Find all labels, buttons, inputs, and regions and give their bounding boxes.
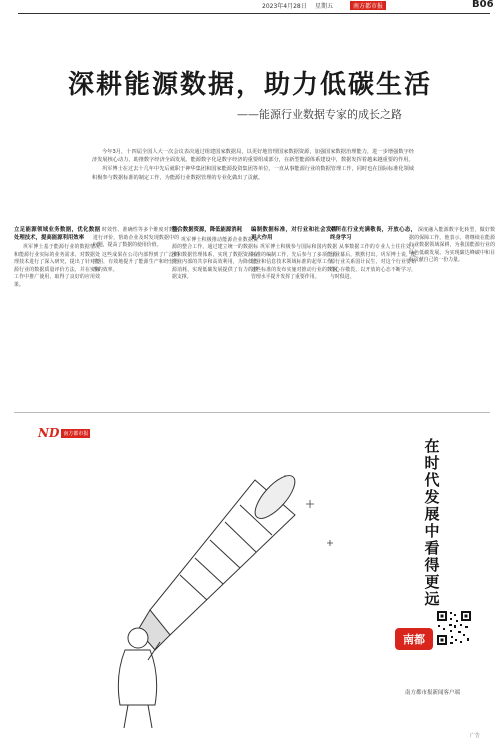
article-column	[330, 225, 416, 284]
qr-code-icon[interactable]	[436, 610, 472, 646]
ad-label: 广告	[470, 733, 481, 739]
section-heading: 整合数据资源，降低能源消耗	[172, 227, 243, 233]
body-paragraph: 巩军博士基于能源行业的数据情况和能源行业实际的业务需求，对数据处理技术进行了深入研究，提出了针对能源行业的数据质量评价方法，并在实际工作中推广使用，取得了良好的应用效果。	[14, 244, 100, 288]
article-column	[93, 225, 179, 277]
brand-name: 南都	[403, 633, 425, 646]
intro-block	[92, 148, 414, 183]
ad-divider	[14, 412, 490, 413]
section-heading: 编制数据标准，对行业和社会发挥更大作用	[251, 227, 337, 241]
article-columns	[14, 225, 495, 410]
article-column	[409, 225, 495, 267]
issue-weekday: 星期五	[315, 3, 334, 10]
section-heading: 立足能源领域业务数据，优化数据处理技术，提高能源利用效率	[14, 227, 100, 241]
ad-logo	[38, 426, 90, 440]
app-caption: 南方都市报新闻客户端	[405, 690, 461, 696]
header-rule	[18, 13, 490, 14]
vertical-slogan: 在时代发展中看得更远	[424, 437, 440, 608]
headline: 深耕能源数据，助力低碳生活	[67, 70, 432, 100]
nd-logo-tag: 南方都市报	[63, 430, 89, 437]
intro-paragraph: 巩军博士在过去十几年中先后就职于神华集团和国家能源投资集团等单位，一直从事能源行业的数据管理工作，同时也在国际标准化领域积极参与数据标准的制定工作，为能源行业数据管理的专业化做出了贡献。	[92, 166, 414, 181]
body-paragraph: 巩军博士积极推动能源企业数据资源的整合工作，通过建立统一的数据标准和数据管理体系，实现了数据资源在企业内部的共享和高效利用，为降低能源消耗、实现低碳发展提供了有力的数据支撑。	[172, 236, 258, 281]
telescope-illustration	[60, 460, 360, 730]
section-heading: 对所在行业充满敬畏，开放心态，终身学习	[330, 227, 416, 241]
article-column	[14, 225, 100, 292]
article-column	[251, 225, 337, 284]
intro-paragraph: 今年3月，十四届全国人大一次会议表决通过组建国家数据局，以更好地管理国家数据资源，加强国家数据治理能力，进一步增强数字经济发展核心动力，助推数字经济全面发展。能源数字化是数字经济的重要组成部分，在新型能源体系建设中，数据发挥着越来越重要的作用。	[92, 149, 414, 164]
subheadline: ——能源行业数据专家的成长之路	[237, 108, 402, 121]
body-paragraph: 从事数据工作的专业人士往往处于行业幕后，默默付出。巩军博士说，能源行业关系国计民生，对这个行业要始终心存敬畏，以开放的心态不断学习，与时俱进。	[330, 244, 416, 281]
body-paragraph: 时效性、准确性等多个维度对数据进行评价，帮助企业及时发现数据中的问题，提高了数据的使用价值。	[93, 227, 179, 249]
paper-tag: 南方都市报	[350, 1, 386, 10]
page-number: B06	[472, 0, 494, 10]
article-column	[172, 225, 258, 284]
body-paragraph: 这些成果在公司内部得到了广泛的应用，有效地提升了能源生产和经营管理的效率。	[93, 251, 179, 273]
issue-date: 2023年4月28日	[262, 3, 307, 10]
nd-logo-mark: ND	[38, 426, 60, 440]
body-paragraph: 巩军博士积极参与国际和国内数据标准的编制工作，先后参与了多项能源行业和信息技术领域标准的起草工作，这些标准的发布实施对推动行业的数据管理水平提升发挥了重要作用。	[251, 244, 337, 281]
nandu-brand-badge	[395, 628, 433, 650]
page-header	[0, 0, 500, 12]
body-paragraph: 深度融入能源数字化转型，做好数据的保障工作。他表示，将继续在能源行业数据领域深耕，为我国能源行业的绿色低碳发展、为实现碳达峰碳中和目标贡献自己的一份力量。	[409, 227, 495, 264]
